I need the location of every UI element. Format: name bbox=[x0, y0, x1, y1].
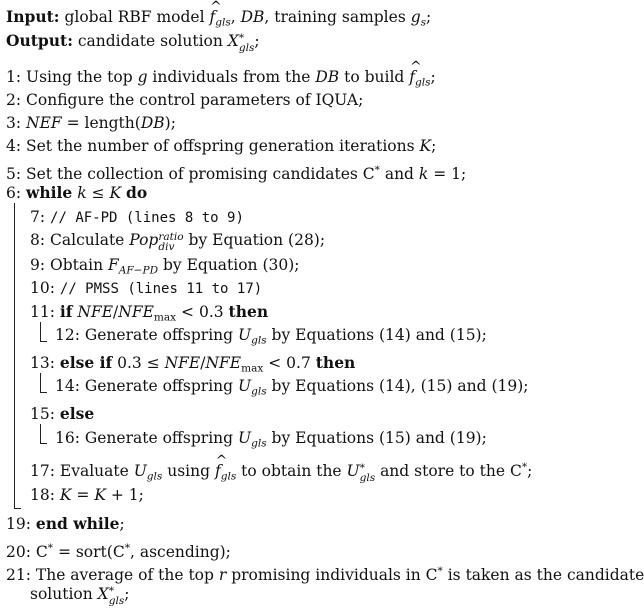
output-line: Output: candidate solution X * gls ; bbox=[6, 31, 260, 55]
algo-line-3: 3: NEF = length(DB); bbox=[6, 114, 176, 132]
elseif-block-bar bbox=[40, 373, 41, 393]
algo-line-17: 17: Evaluate $U_{gls}$ using ^ $f_{gls}$ to obtain the U * gls and store to the C*; bbox=[30, 457, 532, 486]
algo-line-10: 10: // PMSS (lines 11 to 17) bbox=[30, 279, 263, 297]
input-line: Input: global RBF model ^ $f_{gls}$, DB, training samples $g_s$; bbox=[6, 7, 431, 33]
algo-line-21-cont: solution X * gls ; bbox=[30, 584, 130, 608]
output-label: Output: bbox=[6, 31, 73, 50]
algo-line-8: 8: Calculate Pop ratio div by Equation (28); bbox=[30, 230, 326, 254]
while-block-foot bbox=[14, 508, 21, 509]
algo-line-4: 4: Set the number of offspring generation iterations K; bbox=[6, 137, 437, 155]
elseif-block-foot bbox=[40, 392, 47, 393]
else-block-bar bbox=[40, 424, 41, 444]
input-label: Input: bbox=[6, 7, 60, 26]
else-block-foot bbox=[40, 443, 47, 444]
algo-line-19: 19: end while; bbox=[6, 514, 125, 533]
algo-line-16: 16: Generate offspring $U_{gls}$ by Equations (15) and (19); bbox=[55, 429, 487, 450]
algo-line-1: 1: Using the top g individuals from the DB to build ^ $f_{gls}$; bbox=[6, 67, 436, 93]
algo-line-6: 6: while k ≤ K do bbox=[6, 183, 148, 202]
algo-line-11: 11: if NFE/$NFE_{max} < 0.3$ then bbox=[30, 302, 269, 324]
algo-line-2: 2: Configure the control parameters of IQUA; bbox=[6, 91, 364, 109]
algo-line-12: 12: Generate offspring $U_{gls}$ by Equations (14) and (15); bbox=[55, 326, 487, 347]
algo-line-21: 21: The average of the top r promising individuals in C* is taken as the candidate bbox=[6, 565, 644, 584]
algo-line-5: 5: Set the collection of promising candidates C* and k = 1; bbox=[6, 164, 467, 183]
algo-line-14: 14: Generate offspring $U_{gls}$ by Equations (14), (15) and (19); bbox=[55, 377, 529, 398]
algo-line-20: 20: C* = sort(C*, ascending); bbox=[6, 542, 231, 561]
algo-line-9: 9: Obtain $F_{AF-PD}$ by Equation (30); bbox=[30, 256, 300, 277]
if-block-bar bbox=[40, 322, 41, 342]
algo-line-18: 18: K = K + 1; bbox=[30, 486, 144, 504]
if-block-foot bbox=[40, 341, 47, 342]
algo-line-15: 15: else bbox=[30, 404, 95, 423]
while-block-bar bbox=[14, 203, 15, 509]
algo-line-13: 13: else if 0.3 ≤ NFE/$NFE_{max} < 0.7$ then bbox=[30, 353, 356, 375]
algo-line-7: 7: // AF-PD (lines 8 to 9) bbox=[30, 208, 244, 226]
